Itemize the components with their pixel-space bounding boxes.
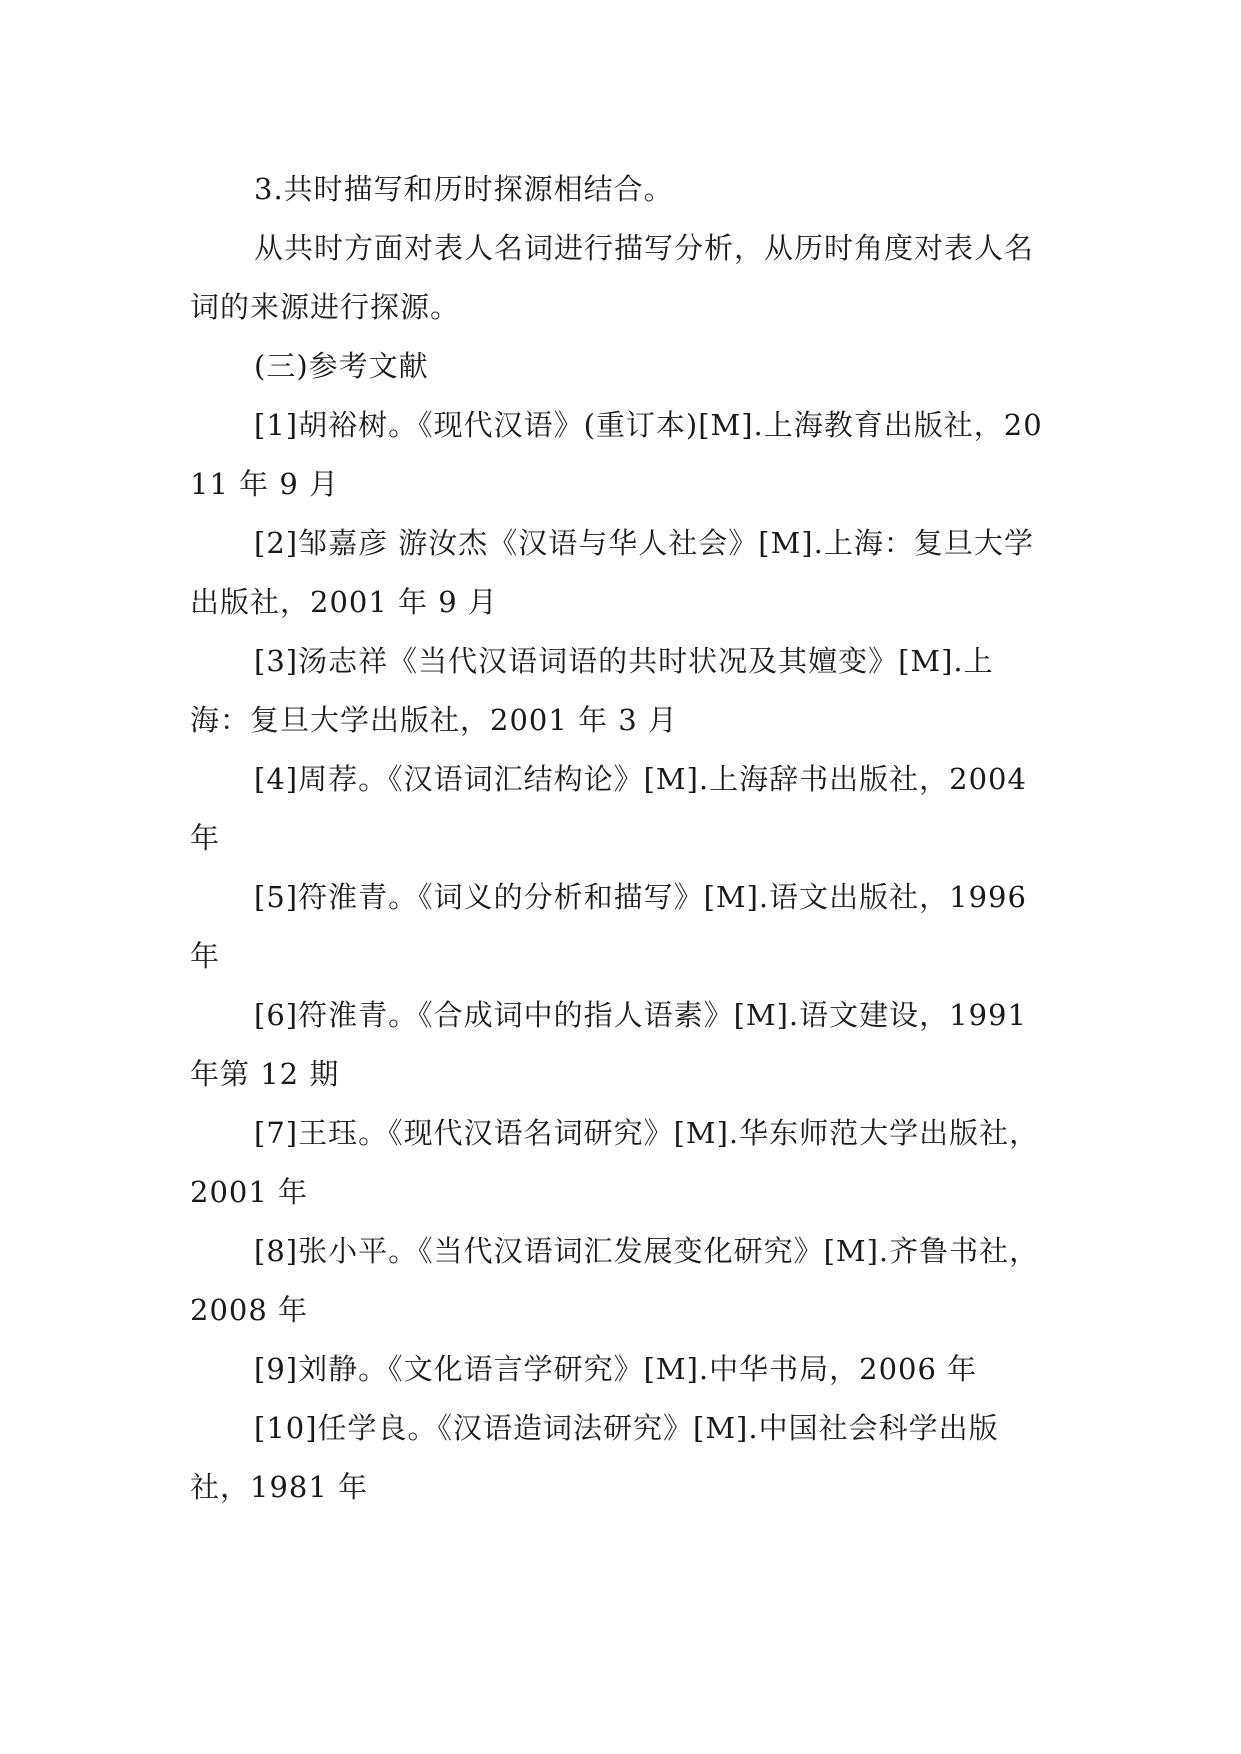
document-page <box>190 160 1050 1517</box>
reference-item: [9]刘静。《文化语言学研究》[M].中华书局，2006 年 <box>254 1352 978 1386</box>
reference-item: [4]周荐。《汉语词汇结构论》[M].上海辞书出版社，2004 年 <box>190 762 1027 855</box>
reference-item: [7]王珏。《现代汉语名词研究》[M].华东师范大学出版社，2001 年 <box>190 1116 1040 1209</box>
method-body: 从共时方面对表人名词进行描写分析，从历时角度对表人名词的来源进行探源。 <box>190 231 1035 324</box>
reference-item: [3]汤志祥《当代汉语词语的共时状况及其嬗变》[M].上海：复旦大学出版社，2001 年 3 月 <box>190 644 994 737</box>
reference-item: [6]符淮青。《合成词中的指人语素》[M].语文建设，1991 年第 12 期 <box>190 998 1027 1091</box>
reference-item: [8]张小平。《当代汉语词汇发展变化研究》[M].齐鲁书社，2008 年 <box>190 1234 1040 1327</box>
references-heading: (三)参考文献 <box>254 349 429 383</box>
reference-item: [5]符淮青。《词义的分析和描写》[M].语文出版社，1996 年 <box>190 880 1027 973</box>
reference-item: [10]任学良。《汉语造词法研究》[M].中国社会科学出版社，1981 年 <box>190 1411 999 1504</box>
method-heading: 3.共时描写和历时探源相结合。 <box>254 172 674 206</box>
reference-item: [1]胡裕树。《现代汉语》(重订本)[M].上海教育出版社，2011 年 9 月 <box>190 408 1043 501</box>
reference-item: [2]邹嘉彦 游汝杰《汉语与华人社会》[M].上海：复旦大学出版社，2001 年 9 月 <box>190 526 1034 619</box>
